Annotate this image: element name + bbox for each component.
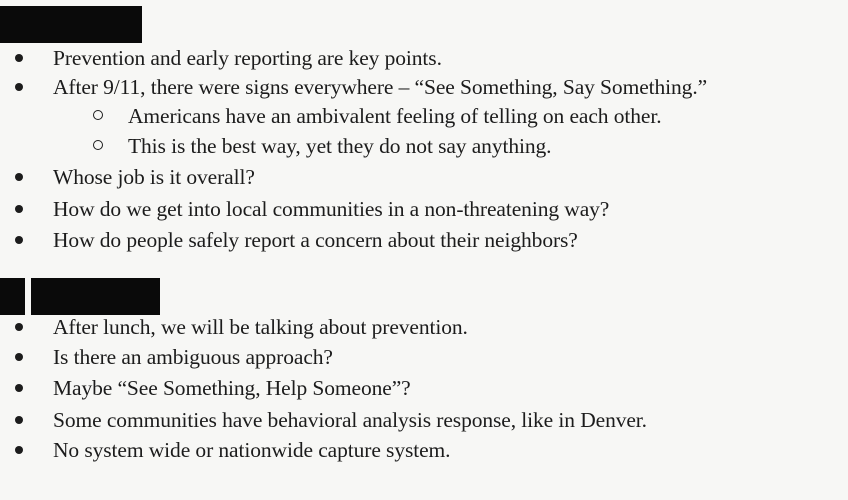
list-item <box>0 405 848 435</box>
list-item-text: After lunch, we will be talking about prevention. <box>53 315 468 339</box>
sub-list-item <box>0 101 848 131</box>
list-item-text: After 9/11, there were signs everywhere – “See Something, Say Something.” <box>53 75 708 99</box>
list-item <box>0 312 848 342</box>
list-item <box>0 225 848 255</box>
list-item-text: Whose job is it overall? <box>53 165 255 189</box>
hollow-bullet-icon <box>93 110 103 120</box>
list-item-text: Some communities have behavioral analysis response, like in Denver. <box>53 408 647 432</box>
sub-list-item <box>0 131 848 161</box>
bullet-icon <box>15 353 23 361</box>
list-item-text: Prevention and early reporting are key points. <box>53 46 442 70</box>
list-item-text: How do we get into local communities in a non-threatening way? <box>53 197 610 221</box>
hollow-bullet-icon <box>93 140 103 150</box>
bullet-icon <box>15 446 23 454</box>
sub-list-item-text: This is the best way, yet they do not say anything. <box>128 134 552 158</box>
list-item <box>0 72 848 102</box>
bullet-icon <box>15 83 23 91</box>
list-item <box>0 162 848 192</box>
bullet-icon <box>15 416 23 424</box>
bullet-icon <box>15 384 23 392</box>
list-item-text: No system wide or nationwide capture system. <box>53 438 451 462</box>
list-item <box>0 43 848 73</box>
bullet-icon <box>15 236 23 244</box>
bullet-icon <box>15 323 23 331</box>
redacted-header-1 <box>0 6 142 43</box>
sub-list-item-text: Americans have an ambivalent feeling of telling on each other. <box>128 104 662 128</box>
bullet-icon <box>15 54 23 62</box>
list-item <box>0 373 848 403</box>
bullet-icon <box>15 205 23 213</box>
list-item <box>0 194 848 224</box>
list-item <box>0 435 848 465</box>
list-item-text: Maybe “See Something, Help Someone”? <box>53 376 411 400</box>
redacted-header-2a <box>0 278 25 315</box>
list-item-text: How do people safely report a concern about their neighbors? <box>53 228 578 252</box>
redacted-header-2b <box>31 278 160 315</box>
bullet-icon <box>15 173 23 181</box>
list-item <box>0 342 848 372</box>
list-item-text: Is there an ambiguous approach? <box>53 345 333 369</box>
